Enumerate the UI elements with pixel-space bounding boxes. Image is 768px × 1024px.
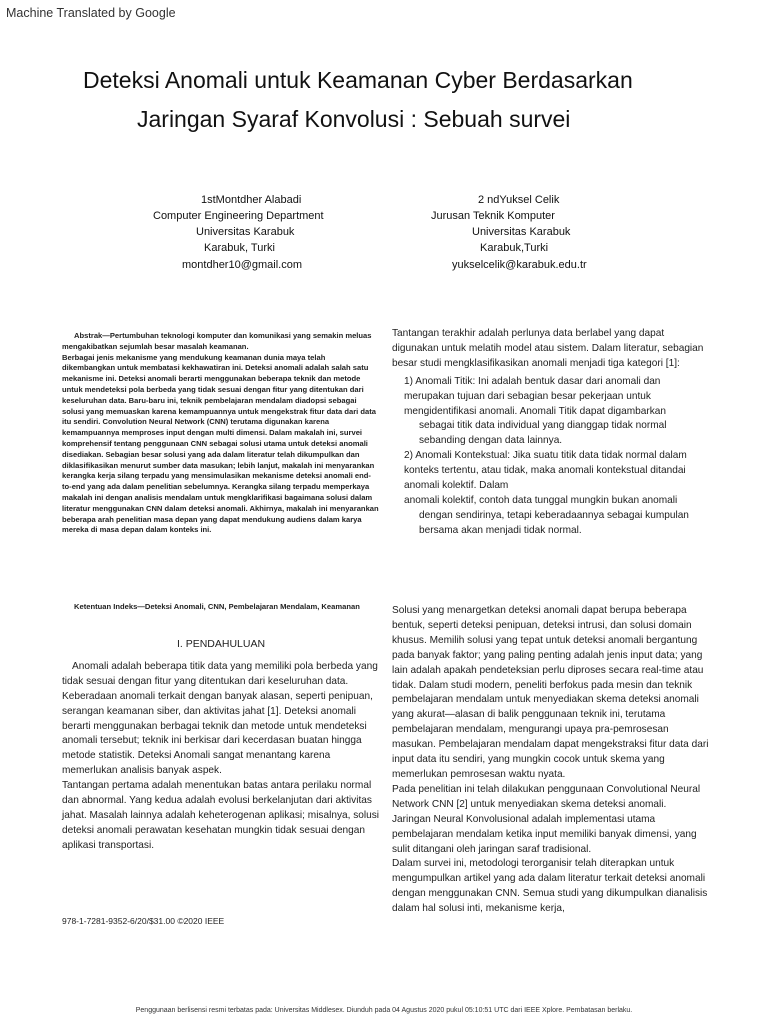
list-item-2-collective: anomali kolektif, contoh data tunggal mungkin bukan anomali [404, 494, 678, 506]
isbn-footer: 978-1-7281-9352-6/20/$31.00 ©2020 IEEE [62, 916, 225, 926]
index-terms [62, 602, 380, 613]
author-1-location: Karabuk, Turki [204, 242, 275, 254]
author-2-department: Jurusan Teknik Komputer [431, 210, 555, 222]
license-footer: Penggunaan berlisensi resmi terbatas pada: Universitas Middlesex. Diunduh pada 04 Agustus 2020 pukul 05:10:51 UTC dari IEEE Xplore. Pembatasan berlaku. [135, 1007, 633, 1014]
right-column-bottom [392, 604, 712, 917]
right-paragraph-3: Jaringan Neural Konvolusional adalah implementasi utama pembelajaran mendalam ketika input memiliki banyak dimensi, yang sulit ditangani oleh jaringan saraf tradisional. [392, 813, 697, 855]
author-2-university: Universitas Karabuk [472, 226, 571, 238]
author-1-email: montdher10@gmail.com [182, 259, 302, 271]
abstract-paragraph-1: Abstrak—Pertumbuhan teknologi komputer dan komunikasi yang semakin meluas mengakibatkan sejumlah besar masalah keamanan. [62, 331, 372, 351]
intro-paragraph-2: Keberadaan anomali terkait dengan banyak alasan, seperti penipuan, serangan keamanan siber, dan aktivitas jahat [1]. Deteksi anomali berarti menggunakan berbagai teknik dan metode untuk mendeteksi anomali tersebut; teknik ini berkisar dari kecerdasan buatan hingga metode statistik. Deteksi Anomali sangat menantang karena memerlukan analisis banyak aspek. [62, 690, 373, 777]
author-1-university: Universitas Karabuk [196, 226, 295, 238]
list-item-1-text: 1) Anomali Titik: Ini adalah bentuk dasar dari anomali dan merupakan tujuan dari sebagian besar pekerjaan untuk mengidentifikasi anomali. Anomali Titik dapat digambarkan [404, 375, 667, 417]
abstract [62, 331, 380, 536]
list-item-contextual-anomaly [392, 449, 712, 538]
title-line-1: Deteksi Anomali untuk Keamanan Cyber Berdasarkan [83, 67, 633, 93]
introduction-section [62, 637, 380, 854]
author-2-email: yukselcelik@karabuk.edu.tr [452, 259, 587, 271]
intro-paragraph-3: Tantangan pertama adalah menentukan batas antara perilaku normal dan abnormal. Yang kedua adalah evolusi berkelanjutan dari aktivitas jahat. Masalah lainnya adalah keheterogenan aplikasi; misalnya, solusi deteksi anomali perawatan kesehatan mungkin tidak sesuai dengan aplikasi transportasi. [62, 780, 380, 851]
author-2-name: 2 ndYuksel Celik [478, 194, 560, 206]
right-intro-paragraph: Tantangan terakhir adalah perlunya data berlabel yang dapat digunakan untuk melatih model atau sistem. Dalam literatur, sebagian besar studi mengklasifikasikan anomali menjadi tiga kategori [1]: [392, 328, 704, 369]
author-2-location: Karabuk,Turki [480, 242, 549, 254]
list-item-1-continued: sebagai titik data individual yang dianggap tidak normal sebanding dengan data lainnya. [419, 420, 667, 447]
index-terms-text: Ketentuan Indeks—Deteksi Anomali, CNN, Pembelajaran Mendalam, Keamanan [74, 602, 360, 611]
right-paragraph-1: Solusi yang menargetkan deteksi anomali dapat berupa beberapa bentuk, seperti deteksi penipuan, deteksi intrusi, dan solusi domain khusus. Memilih solusi yang tepat untuk deteksi anomali bergantung pada banyak faktor; yang paling penting adalah jenis input data; yang lain adalah apakah pendeteksian perlu diproses secara real-time atau tidak. Dalam studi modern, peneliti berfokus pada mesin dan teknik pembelajaran mendalam untuk menyediakan skema deteksi anomali yang akurat—alasan di balik penggunaan teknik ini, terutama pembelajaran mendalam, mengurangi upaya pra-pemrosesan masukan. Pembelajaran mendalam dapat mengekstraksi fitur data dari input data itu sendiri, yang mungkin cocok untuk skema yang memerlukan pemrosesan waktu nyata. [392, 605, 709, 780]
title-line-2: Jaringan Syaraf Konvolusi : Sebuah survei [137, 106, 571, 132]
section-heading: I. PENDAHULUAN [176, 638, 266, 650]
list-item-2-continued: dengan sendirinya, tetapi keberadaannya sebagai kumpulan bersama akan menjadi tidak normal. [419, 509, 689, 536]
right-paragraph-4: Dalam survei ini, metodologi terorganisir telah diterapkan untuk mengumpulkan artikel yang ada dalam literatur terkait deteksi anomali dengan menggunakan CNN. Semua studi yang dikumpulkan dianalisis dalam hal solusi inti, mekanisme kerja, [392, 858, 708, 915]
author-1-department: Computer Engineering Department [153, 210, 324, 222]
machine-translation-banner: Machine Translated by Google [6, 6, 176, 20]
abstract-paragraph-2: Berbagai jenis mekanisme yang mendukung keamanan dunia maya telah dikembangkan untuk membatasi kekhawatiran ini. Deteksi anomali adalah salah satu mekanisme ini. Deteksi anomali berarti menggunakan beberapa teknik dan metode untuk mendeteksi pola berbeda yang tidak sesuai dengan fitur yang ditentukan dari keseluruhan data. Baru-baru ini, teknik pembelajaran mendalam diadopsi sebagai solusi yang memuaskan karena kemampuannya untuk mengekstrak fitur data dari data itu sendiri. Convolution Neural Network (CNN) terutama digunakan karena kemampuannya memproses input dengan multi dimensi. Dalam makalah ini, survei komprehensif tentang penggunaan CNN sebagai solusi utama untuk deteksi anomali disediakan. Sebagian besar solusi yang ada dalam literatur telah dikumpulkan dan diklasifikasikan menurut sumber data masukan; lebih lanjut, makalah ini menyarankan kerangka kerja silang terpadu yang mensimulasikan mekanisme deteksi anomali end-to-end yang ada dalam penelitian sebelumnya. Kerangka silang terpadu memperkaya makalah ini dengan analisis mendalam untuk mengklarifikasi bagaimana solusi dalam literatur menggunakan CNN dalam deteksi anomali. Akhirnya, makalah ini menyarankan beberapa arah penelitian masa depan yang dapat mendukung audiens dalam karya mereka di masa depan dalam konteks ini. [62, 352, 379, 535]
list-item-2-text: 2) Anomali Kontekstual: Jika suatu titik data tidak normal dalam konteks tertentu, atau tidak, maka anomali kontekstual ditandai anomali kolektif. Dalam [404, 450, 687, 492]
intro-paragraph-1: Anomali adalah beberapa titik data yang memiliki pola berbeda yang tidak sesuai dengan fitur yang ditentukan dari keseluruhan data. [62, 660, 378, 687]
right-column-top [392, 327, 712, 539]
list-item-point-anomaly [392, 375, 712, 450]
right-paragraph-2: Pada penelitian ini telah dilakukan penggunaan Convolutional Neural Network CNN [2] untuk menyediakan skema deteksi anomali. [392, 783, 701, 810]
author-1-name: 1stMontdher Alabadi [201, 194, 302, 206]
